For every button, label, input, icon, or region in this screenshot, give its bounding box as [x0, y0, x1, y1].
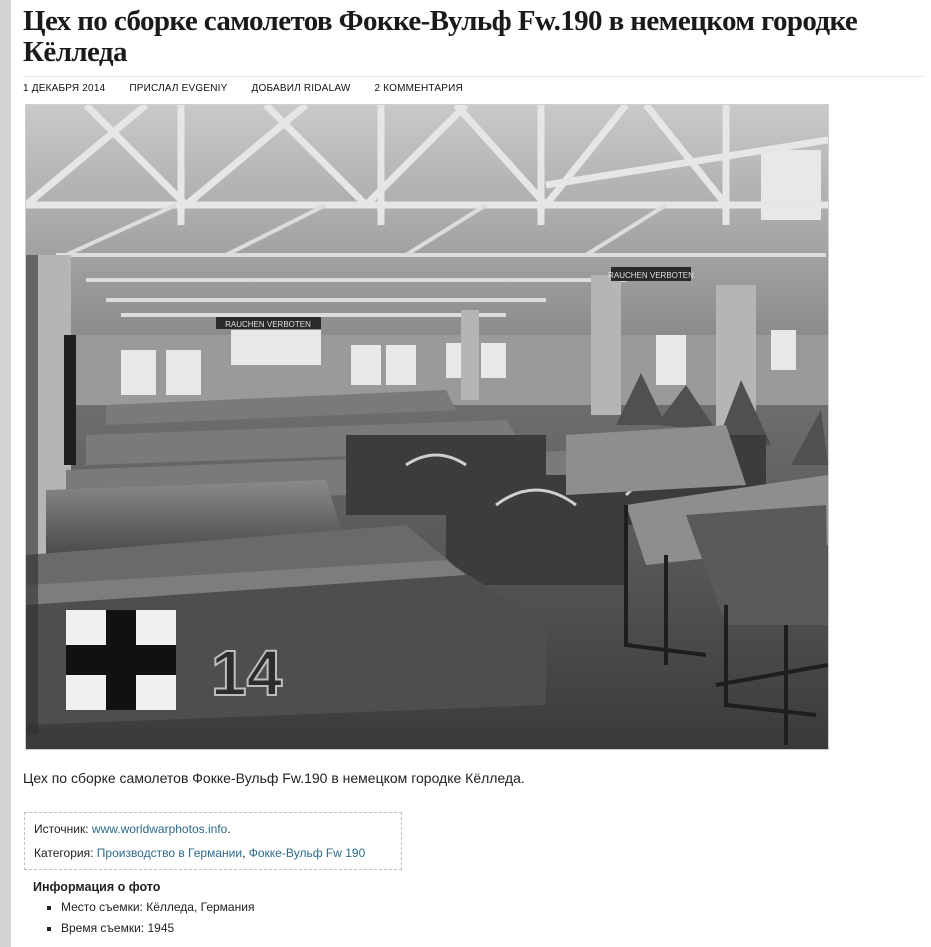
sign-rauchen-verboten-right: RAUCHEN VERBOTEN: [608, 271, 694, 280]
source-link-suffix: .: [227, 822, 231, 836]
fuselage-number: 14: [211, 637, 283, 709]
source-box: [24, 812, 402, 870]
post-comments-link[interactable]: 2 КОММЕНТАРИЯ: [374, 83, 463, 94]
post-container: [23, 0, 923, 935]
photo-info-time: ▪ Время съемки: 1945: [61, 921, 254, 935]
factory-photo-image: [26, 105, 828, 749]
category-link-fw190[interactable]: Фокке-Вульф Fw 190: [248, 846, 366, 860]
photo-info-heading: Информация о фото: [33, 880, 161, 894]
sign-rauchen-verboten-back: RAUCHEN VERBOTEN: [225, 320, 311, 329]
balkenkreuz-marking: [66, 610, 176, 710]
post-meta: [23, 76, 923, 99]
photo-info: [33, 880, 254, 942]
photo-info-list: [33, 900, 254, 935]
post-title: Цех по сборке самолетов Фокке-Вульф Fw.190 в немецком городке Кёлледа: [23, 5, 858, 68]
post-photo[interactable]: [25, 104, 829, 750]
post-added-by[interactable]: ДОБАВИЛ RIDALAW: [251, 83, 351, 94]
source-link[interactable]: www.worldwarphotos.info: [91, 822, 228, 836]
post-submitted-by[interactable]: ПРИСЛАЛ EVGENIY: [129, 83, 228, 94]
category-separator: ,: [242, 846, 249, 860]
left-sidebar-edge: [0, 0, 11, 947]
category-row: [34, 846, 365, 860]
source-row: [34, 822, 231, 836]
post-date: 1 ДЕКАБРЯ 2014: [23, 83, 106, 94]
category-link-production[interactable]: Производство в Германии: [96, 846, 243, 860]
category-label: Категория:: [34, 846, 97, 860]
source-label: Источник:: [34, 822, 92, 836]
photo-info-location: ▪ Место съемки: Кёлледа, Германия: [61, 900, 254, 914]
photo-caption: Цех по сборке самолетов Фокке-Вульф Fw.190 в немецком городке Кёлледа.: [23, 770, 525, 786]
